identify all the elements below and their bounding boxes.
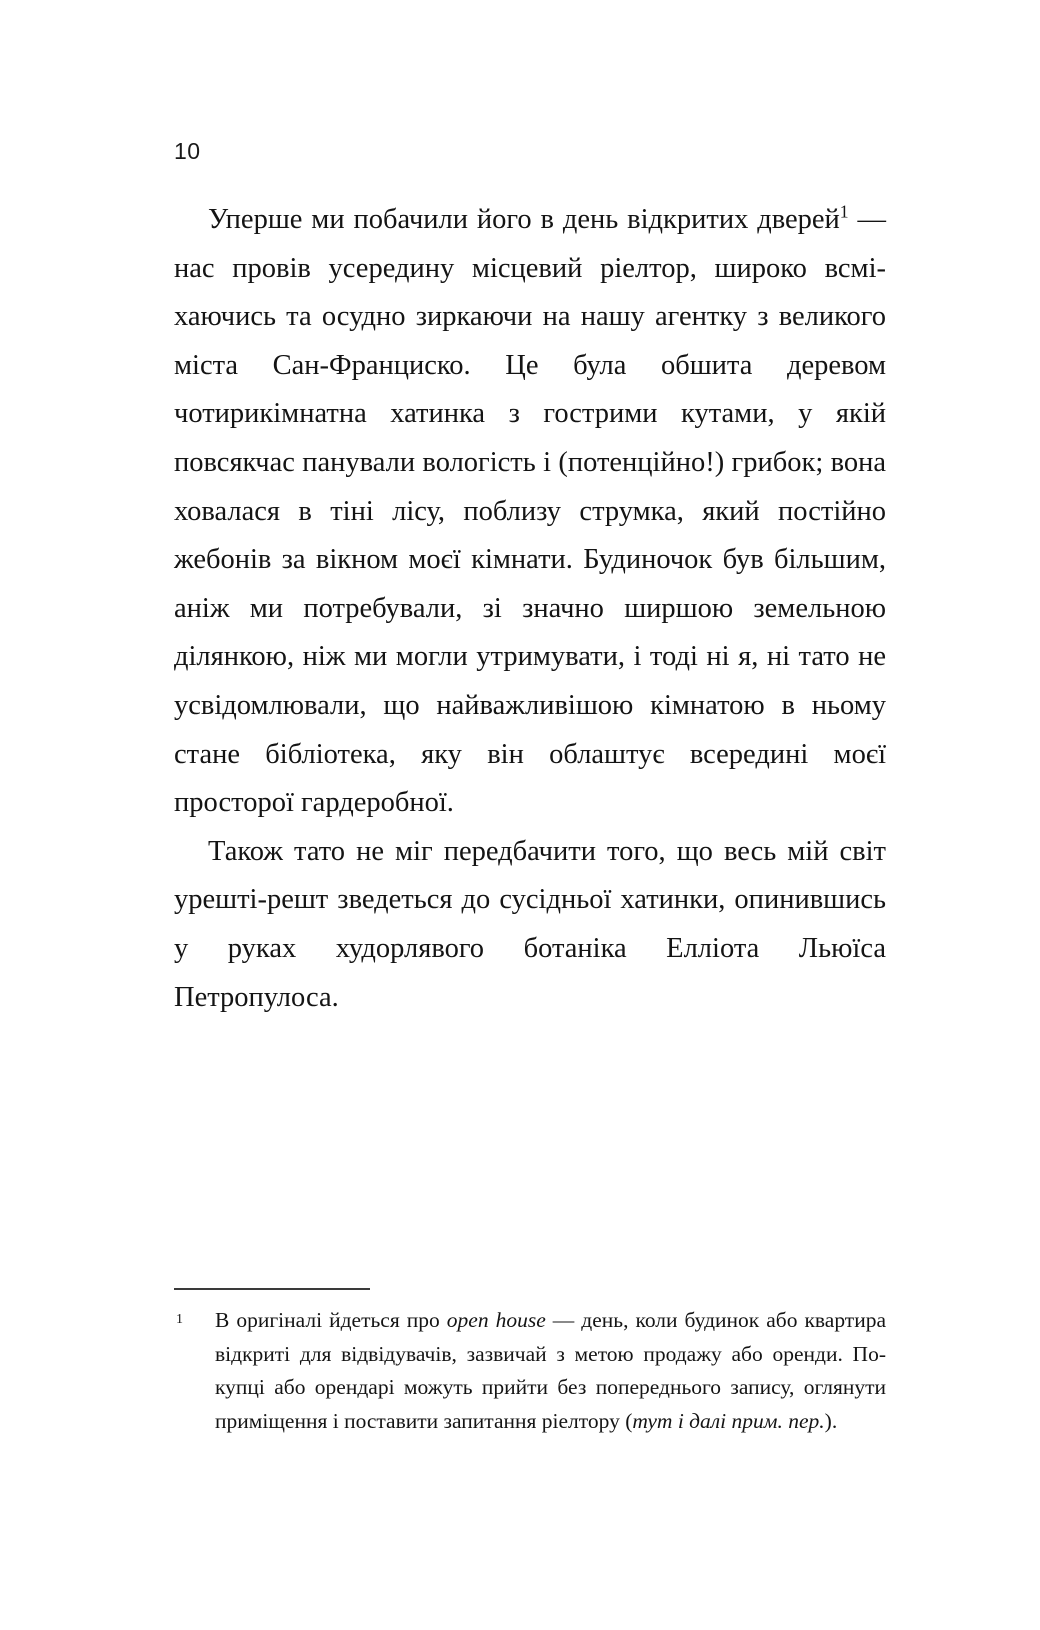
paragraph-2	[174, 828, 886, 1022]
body-text-block	[174, 196, 886, 1022]
paragraph-1-text-before-marker: Уперше ми побачили його в день відкритих дверей	[208, 204, 840, 235]
footnote-segment-2: — день, коли будинок або квартира відкриті для відвідувачів, зазвичай з метою продажу або оренди. Покупці або орендарі можуть прийти без попереднього запису, оглянути приміщення і поставити запитання ріелтору (	[215, 1308, 887, 1433]
footnote-reference-marker[interactable]: 1	[839, 201, 849, 222]
footnote-separator-rule	[174, 1288, 370, 1290]
footnote-block	[174, 1288, 886, 1438]
paragraph-2-text: Також тато не міг передбачити того, що весь мій світ урешті-решт зведеться до сусідньої хатинки, опинившись у руках худорлявого ботаніка Елліота Льюїса Петропулоса.	[174, 835, 886, 1013]
footnote-segment-1: В оригіналі йдеться про	[215, 1308, 447, 1332]
footnote-italic-term: open house	[446, 1308, 546, 1332]
paragraph-1	[174, 196, 886, 828]
footnote-italic-attribution: тут і далі прим. пер.	[632, 1408, 825, 1433]
footnote-item	[174, 1304, 886, 1438]
footnote-segment-3: ).	[824, 1408, 838, 1433]
page-number: 10	[174, 138, 201, 164]
paragraph-1-text-after-marker: — нас провів усередину місцевий ріелтор, широко всміхаючись та осудно зиркаючи на нашу агентку з великого міста Сан-Франциско. Це була обшита деревом чотирикімнатна хатинка з гострими кутами, у якій повсякчас панували вологість і (потенційно!) грибок; вона ховалася в тіні лісу, поблизу струмка, який постійно жебонів за вікном моєї кімнати. Будиночок був більшим, аніж ми потребували, зі значно ширшою земельною ділянкою, ніж ми могли утримувати, і тоді ні я, ні тато не усвідомлювали, що найважливішою кімнатою в ньому стане бібліотека, яку він облаштує всередині моєї просторої гардеробної.	[174, 204, 887, 819]
footnote-number: 1	[176, 1312, 183, 1327]
